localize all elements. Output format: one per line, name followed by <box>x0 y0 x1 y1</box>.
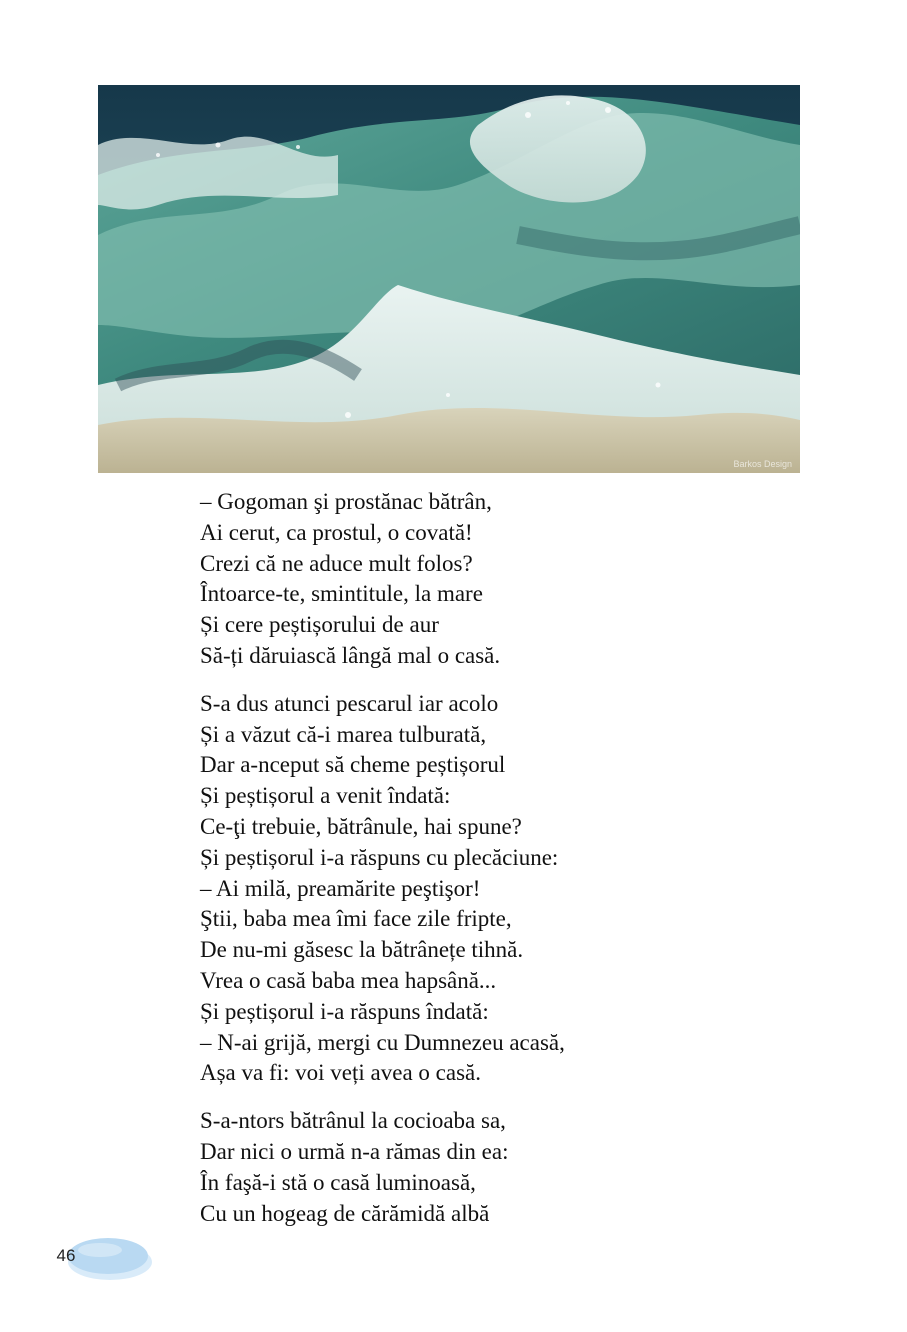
sea-wave-photo <box>98 85 800 473</box>
poem-line: Dar a-nceput să cheme peștișorul <box>200 752 506 778</box>
poem-line: Dar nici o urmă n-a rămas din ea: <box>200 1138 509 1164</box>
poem-line: – Gogoman şi prostănac bătrân, <box>200 489 492 514</box>
poem-line: S-a dus atunci pescarul iar acolo <box>200 690 499 716</box>
photo-credit: Barkos Design <box>733 459 792 469</box>
poem-line: Să-ți dăruiască lângă mal o casă. <box>200 642 501 668</box>
poem-line: Ce-ţi trebuie, bătrânule, hai spune? <box>200 813 522 839</box>
poem-line: Și peștișorul i-a răspuns cu plecăciune: <box>200 844 559 870</box>
poem-line: Așa va fi: voi veți avea o casă. <box>200 1060 481 1086</box>
stanza-3 <box>200 1106 800 1229</box>
stanza-2 <box>200 689 800 1089</box>
wave-illustration <box>98 85 800 473</box>
page-number: 46 <box>56 1246 76 1265</box>
poem-line: Crezi că ne aduce mult folos? <box>200 550 473 576</box>
poem-line: S-a-ntors bătrânul la cocioaba sa, <box>200 1108 506 1134</box>
poem-line: Și peștișorul i-a răspuns îndată: <box>200 998 489 1024</box>
poem-line: – Ai milă, preamărite peştişor! <box>200 875 481 901</box>
poem-line: Întoarce-te, smintitule, la mare <box>200 581 483 607</box>
poem-line: Ai cerut, ca prostul, o covată! <box>200 519 473 545</box>
stanza-1 <box>200 487 800 672</box>
poem-line: Și peștișorul a venit îndată: <box>200 783 451 809</box>
poem-line: Și a văzut că-i marea tulburată, <box>200 721 487 747</box>
poem-line: Vrea o casă baba mea hapsână... <box>200 967 497 993</box>
poem-line: De nu-mi găsesc la bătrânețe tihnă. <box>200 937 524 963</box>
poem-line: Cu un hogeag de cărămidă albă <box>200 1200 490 1226</box>
poem-line: Și cere peștișorului de aur <box>200 612 439 638</box>
poem-line: – N-ai grijă, mergi cu Dumnezeu acasă, <box>200 1029 565 1055</box>
poem-text <box>200 487 800 1246</box>
poem-line: Ştii, baba mea îmi face zile fripte, <box>200 906 512 932</box>
poem-line: În faşă-i stă o casă luminoasă, <box>200 1169 476 1195</box>
